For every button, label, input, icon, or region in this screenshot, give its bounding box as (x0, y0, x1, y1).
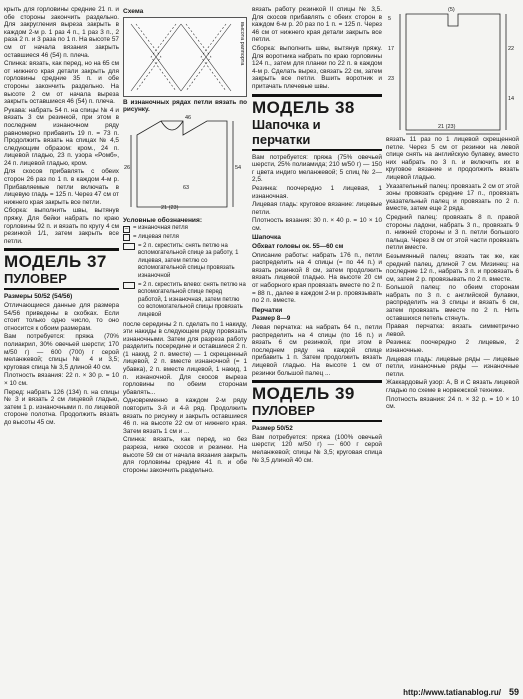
dim-label: 26 (124, 164, 131, 171)
schema-note: В изнаночных рядах петли вязать по рисунку. (123, 98, 247, 114)
hat-size: Обхват головы ок. 55—60 см (252, 243, 344, 251)
column-2 (123, 6, 247, 475)
paragraph: Отличающиеся данные для размера 54/56 приведены в скобках. Если стоит только одно число, то оно относится к обоим размерам. (4, 302, 119, 332)
schematic-svg (123, 115, 247, 215)
paragraph: Правая перчатка: вязать симметрично левой. (386, 323, 519, 338)
knit-stitch-icon (123, 234, 130, 241)
paragraph: Резинка: поочередно 1 лицевая, 1 изнаночная. (252, 184, 382, 200)
cross-right-icon (123, 243, 135, 250)
paragraph: вязать работу резинкой II спицы № 3,5. Для скосов прибавлять с обеих сторон в каждом 6-м р. 20 раз по 1 п. = 125 п. Через 46 см от нижнего края детали закрыть все петли. (252, 6, 382, 44)
pattern-svg (386, 6, 519, 136)
paragraph: Рукава: набрать 54 п. на спицы № 4 и вязать 3 см резинкой, при этом в последнем изнаночном ряду равномерно прибавить 19 п. = 73 п. Продолжить вязать на спицах № 4,5 следующим образом: кром., 24 п. лицевой гладью, 23 п. узора «Ромб», 24 п. лицевой гладью, кром. (4, 106, 119, 167)
legend-item: = 2 п. скрестить: снять петлю на вспомогательной спице за работу, 1 лицевая, затем петлю со вспомогательной спицы провязать изнаночной (123, 243, 247, 281)
paragraph: Спинка: вязать, как перед, но без разреза, ниже скосов и резинки. На высоте 59 см от начала вязания закрыть для горловины средние 41 п. и обе стороны закончить раздельно. (123, 436, 247, 474)
model-39-label: МОДЕЛЬ 39 (252, 380, 382, 403)
paragraph: вязать 11 раз по 1 лицевой скрещенной петле. Через 5 см от резинки на левой спице снять на английскую булавку, вместо них набрать по 3 п. и включить их в круговое вязание и продолжить вязать лицевой гладью. (386, 136, 519, 181)
legend-title: Условные обозначения: (123, 216, 203, 224)
purl-stitch-icon: – (124, 226, 129, 233)
dim-label: 22 (508, 46, 515, 52)
paragraph: Лицевая гладь: лицевые ряды — лицевые петли, изнаночные ряды — изнаночные петли. (386, 355, 519, 378)
gloves-size: Размер 8—9 (252, 315, 291, 323)
dim-label: 46 (185, 114, 192, 121)
dim-label: 21 (23) (161, 204, 179, 211)
legend-item: = 2 п. скрестить влево: снять петлю на вспомогательной спице перед работой, 1 изнаночная, затем петлю со вспомогательной спицы провязать лицевой (123, 282, 247, 320)
cross-left-icon (123, 282, 135, 289)
sizes: Размеры 50/52 (54/56) (4, 293, 73, 301)
dim-label: 14 (508, 96, 515, 102)
paragraph: Резинка: поочередно 2 лицевые, 2 изнаночные. (386, 339, 519, 355)
density: Плотность вязания: 22 п. × 30 р. = 10 × 10 см. (4, 372, 119, 387)
paragraph: Указательный палец: провязать 2 см от этой зоны провязать средние 17 п., провязать указательный палец и провязать по 2 п. вместе, затем еще 2 ряда. (386, 182, 519, 213)
dim-label: (5) (448, 7, 455, 13)
model-37-title: ПУЛОВЕР (4, 271, 119, 290)
paragraph: Лицевая гладь: круговое вязание: лицевые петли. (252, 201, 382, 216)
column-3 (252, 6, 382, 465)
hat-title: Шапочка (252, 234, 281, 242)
paragraph: Средний палец: провязать 8 п. правой стороны ладони, набрать 3 п., провязать 9 п. нижней стороны и 3 п. петли большого пальца. Через 8 см от этой части провязать петли вместе. (386, 213, 519, 252)
front: Перед: набрать 126 (134) п. на спицы № 3 и вязать 2 см лицевой гладью, затем 1 р. изнаночными п. по лицевой стороне полотна. Продолжить вязать до высоты 45 см. (4, 388, 119, 426)
dim-label: 63 (183, 184, 190, 191)
paragraph: Одновременно в каждом 2-м ряду повторить 3-й и 4-й ряд. Продолжить вязать по рисунку и закрыть оставшиеся 46 п. на высоте 22 см от нижнего края. Затем вязать 1 см и ... (123, 397, 247, 435)
paragraph: Описание работы: набрать 176 п., петли распределить на 4 спицы (= по 44 п.) и вязать резинкой 8 см, затем продолжить вязать лицевой гладью. На высоте 20 см от наборного края провязать вместе по 2 п. = 88 п., далее в каждом 2-м р. провязывать по 2 п. вместе. (252, 251, 382, 305)
paragraph: Левая перчатка: на набрать 64 п., петли распределить на 4 спицы (по 16 п.) и вязать 6 см резинкой, при этом в последнем ряду на каждой спице прибавить 1 п. Затем продолжить вязать лицевой гладью. На высоте 1 см от резинки большой палец ... (252, 324, 382, 377)
paragraph: Для скосов прибавлять с обеих сторон 26 раз по 1 п. в каждом 4-м р. Прибавляемые петли включать в лицевую гладь = 125 п. Через 47 см от нижнего края закрыть все петли. (4, 168, 119, 206)
paragraph: Большой палец: по обеим сторонам набрать по 3 п. с английской булавки, распределить на 3 спицы и вязать 6 см, затем провязать вместе по 2 п. Нить оставшихся петель стянуть. (386, 284, 519, 322)
schema-side: высота раппорта (239, 21, 245, 65)
website-link[interactable]: http://www.tatianablog.ru/ (403, 688, 501, 697)
legend-item: – = изнаночная петля (124, 225, 188, 233)
gloves-title: Перчатки (252, 306, 283, 314)
model-38-label: МОДЕЛЬ 38 (252, 94, 382, 117)
dim-label: 21 (23) (438, 124, 456, 130)
density: Плотность вязания: 24 п. × 32 р. = 10 × 10 см. (386, 395, 519, 411)
column-4 (386, 6, 519, 412)
materials: Вам потребуется: пряжа (75% овечьей шерсти, 25% полиамида; 210 м/50 г) — 150 г цвета индиго меланжевой; 5 спиц № 2—2,5. (252, 153, 382, 184)
materials: Вам потребуется: пряжа (70% полиакрил, 30% овечьей шерсти; 170 м/50 г) — 600 (700) г серой меланжевой; спицы № 4 и 3,5; круговая спица № 3,5 длиной 40 см. (4, 333, 119, 371)
paragraph: Безымянный палец: вязать так же, как средний палец, длиной 7 см. Мизинец: на последние 12 п., набрать 3 п. и провязать 6 см, затем 2 р. провязывать по 2 п. вместе. (386, 252, 519, 283)
paragraph: после середины 2 п. сделать по 1 накиду, эти накиды в следующем ряду провязать изнаночными. Затем для разреза работу разделить посередине и оставшиеся 2 п. (1 накид, 2 п. вместе) — 1 скрещенный лицевой, 2 п. вместе изнаночной (= 1 убавка), 2 п. вместе лицевой, 1 накид, 1 п. изнаночной. Для скосов выреза горловины по обеим сторонам убавлять... (123, 320, 247, 396)
dim-label: 23 (388, 76, 395, 82)
paragraph: Спинка: вязать, как перед, но на 65 см от нижнего края детали закрыть для горловины средние 35 п. и обе стороны закончить раздельно. На высоте 2 см от начала выреза закрыть оставшиеся 46 (54) п. плеча. (4, 60, 119, 106)
pattern-schematic (386, 6, 519, 136)
garment-schematic (123, 115, 247, 215)
paragraph: Жаккардовый узор: А, В и С вязать лицевой гладью по схеме в норвежской технике. (386, 379, 519, 394)
legend-item: = лицевая петля (123, 234, 247, 242)
schema-diagram (123, 17, 247, 97)
dim-label: 5 (388, 16, 392, 22)
model-39-title: ПУЛОВЕР (252, 403, 382, 422)
density: Плотность вязания: 30 п. × 40 р. = 10 × 10 см. (252, 217, 382, 232)
paragraph: Сборка: выполнить швы, вытянув пряжу. Для бейки набрать по краю горловины 92 п. и вязать по кругу 4 см резинкой 1/1, затем закрыть все петли. (4, 207, 119, 245)
dim-label: 17 (388, 46, 395, 52)
cable-chart (126, 19, 236, 95)
schema-label: Схема (123, 8, 144, 15)
materials: Вам потребуется: пряжа (100% овечьей шерсти; 120 м/50 г) — 600 г серой меланжевой; спицы № 3,5; круговая спица № 3,5 длиной 40 см. (252, 433, 382, 464)
page-number: 59 (508, 687, 519, 697)
column-1 (4, 6, 119, 428)
paragraph: Сборка: выполнить швы, вытянув пряжу. Для воротника набрать по краю горловины 124 п., затем для планки по 22 п. в каждом 4-м р. Сделать вырез, связать 22 см, затем закрыть все петли. Вшить воротник и притачать плечевые швы. (252, 44, 382, 90)
paragraph: крыть для горловины средние 21 п. и обе стороны закончить раздельно. Для закругления выреза закрыть в каждом 2-м р. 1 раз 4 п., 1 раз 3 п., 2 раза 2 п. и 3 раза по 1 п. На высоте 57 см от начала вязания закрыть оставшиеся 46 (54) п. плеча. (4, 6, 119, 59)
model-37-label: МОДЕЛЬ 37 (4, 248, 119, 271)
dim-label: 54 (235, 164, 242, 171)
model-38-title: Шапочка и перчатки (252, 117, 382, 151)
sizes: Размер 50/52 (252, 425, 293, 433)
